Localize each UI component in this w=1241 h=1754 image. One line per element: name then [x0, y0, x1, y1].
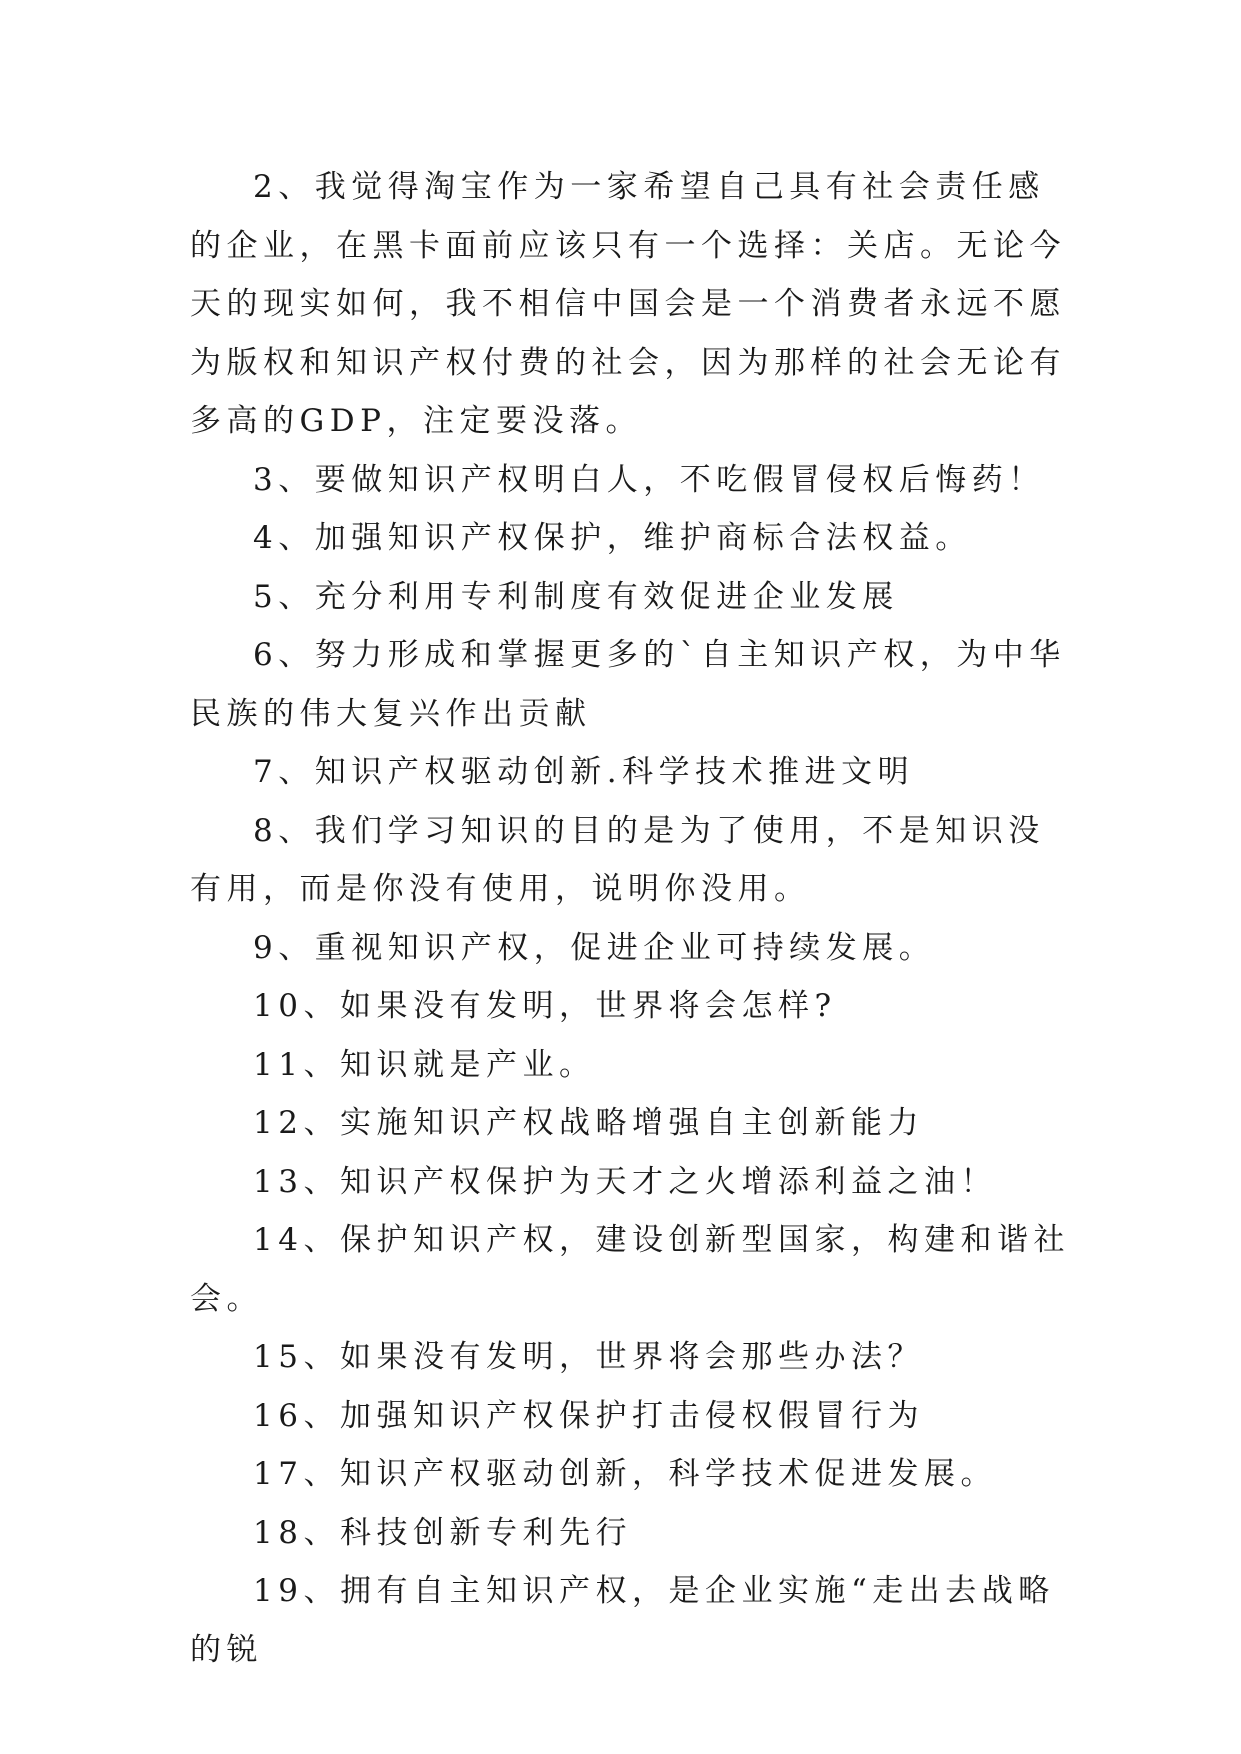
document-body [190, 158, 1070, 1679]
paragraph-13: 13、知识产权保护为天才之火增添利益之油！ [253, 1163, 997, 1200]
paragraph-4: 4、加强知识产权保护，维护商标合法权益。 [253, 520, 972, 556]
paragraph-14: 14、保护知识产权，建设创新型国家，构建和谐社会。 [190, 1222, 1070, 1317]
paragraph-16: 16、加强知识产权保护打击侵权假冒行为 [253, 1397, 924, 1434]
paragraph-2: 2、我觉得淘宝作为一家希望自己具有社会责任感的企业，在黑卡面前应该只有一个选择：关店。无论今天的现实如何，我不相信中国会是一个消费者永远不愿为版权和知识产权付费的社会，因为那样的社会无论有多高的GDP，注定要没落。 [190, 169, 1066, 439]
paragraph-10: 10、如果没有发明，世界将会怎样? [253, 988, 837, 1024]
paragraph-12: 12、实施知识产权战略增强自主创新能力 [253, 1105, 924, 1141]
paragraph-5: 5、充分利用专利制度有效促进企业发展 [253, 578, 899, 615]
paragraph-19: 19、拥有自主知识产权，是企业实施“走出去战略的锐 [190, 1573, 1055, 1668]
paragraph-3: 3、要做知识产权明白人，不吃假冒侵权后悔药！ [253, 461, 1045, 498]
paragraph-15: 15、如果没有发明，世界将会那些办法？ [253, 1339, 924, 1375]
paragraph-7: 7、知识产权驱动创新.科学技术推进文明 [253, 754, 915, 790]
paragraph-9: 9、重视知识产权，促进企业可持续发展。 [253, 929, 936, 966]
paragraph-8: 8、我们学习知识的目的是为了使用，不是知识没有用，而是你没有使用，说明你没用。 [190, 812, 1045, 907]
paragraph-11: 11、知识就是产业。 [253, 1046, 596, 1083]
paragraph-17: 17、知识产权驱动创新，科学技术促进发展。 [253, 1456, 997, 1492]
paragraph-6: 6、努力形成和掌握更多的`自主知识产权，为中华民族的伟大复兴作出贡献 [190, 637, 1066, 732]
paragraph-18: 18、科技创新专利先行 [253, 1514, 632, 1551]
